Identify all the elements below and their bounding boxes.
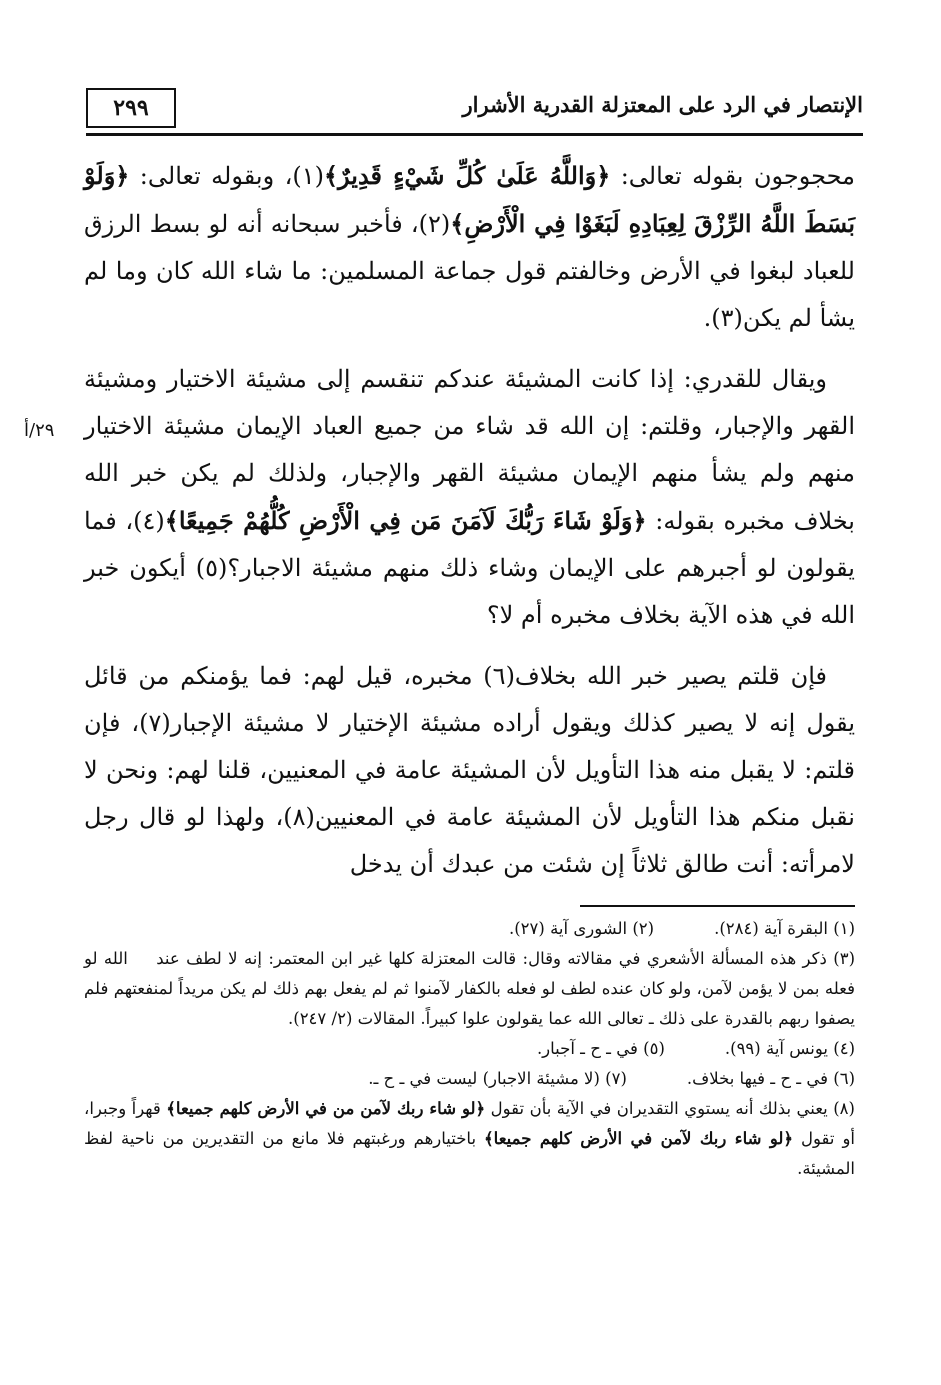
footnote-row <box>84 1064 855 1094</box>
footnote-2: (٢) الشورى آية (٢٧). <box>508 919 655 938</box>
paragraph-1 <box>84 152 855 342</box>
paragraph-3 <box>84 653 855 888</box>
footnote-8 <box>84 1094 855 1184</box>
text-run: (٤)، فما يقولون لو أجبرهم على الإيمان وشاء ذلك منهم مشيئة الاجبار؟(٥) أيكون خبر الله في هذه الآية بخلاف مخبره أم لا؟ <box>84 507 855 629</box>
footnote-1: (١) البقرة آية (٢٨٤). <box>714 919 855 938</box>
footnote-3 <box>84 944 855 1034</box>
quran-verse: ﴿لو شاء ربك لآمن من في الأرض كلهم جميعا﴾ <box>166 1099 486 1118</box>
paragraph-2 <box>84 356 855 639</box>
text-run: (٨) يعني بذلك أنه يستوي التقديران في الآية بأن تقول <box>485 1099 855 1118</box>
footnote-7: (٧) (لا مشيئة الاجبار) ليست في ـ ح ـ. <box>368 1069 627 1088</box>
running-title: الإنتصار في الرد على المعتزلة القدرية الأشرار <box>462 92 863 117</box>
text-run: باختيارهم ورغبتهم فلا مانع من التقديرين من ناحية لفظ المشيئة. <box>84 1129 855 1178</box>
text-run: ويقال للقدري: إذا كانت المشيئة عندكم تنقسم إلى مشيئة الاختيار ومشيئة القهر والإجبار، وقلتم: إن الله قد شاء من جميع العباد الإيمان مشيئة الاختيار منهم ولم يشأ منهم الإيمان مشيئة القهر والإجبار، ولذلك لم يكن خبر الله بخلاف مخبره بقوله: <box>84 365 855 535</box>
text-run: محجوجون بقوله تعالى: <box>610 162 855 190</box>
page-number-box <box>86 88 176 128</box>
footnote-row <box>84 1034 855 1064</box>
text-run: فإن قلتم يصير خبر الله بخلاف(٦) مخبره، قيل لهم: فما يؤمنكم من قائل يقول إنه لا يصير كذلك ويقول أراده مشيئة الإختيار لا مشيئة الإجبار(٧)، فإن قلتم: لا يقبل منه هذا التأويل لأن المشيئة عامة في المعنيين، قلنا لهم: ونحن لا نقبل منكم هذا التأويل لأن المشيئة عامة في المعنيين(٨)، ولهذا لو قال رجل لامرأته: أنت طالق ثلاثاً إن شئت من عبدك أن يدخل <box>84 662 855 878</box>
quran-verse: ﴿وَلَوْ بَسَطَ اللَّهُ الرِّزْقَ لِعِبَادِهِ لَبَغَوْا فِي الْأَرْضِ﴾ <box>84 161 856 238</box>
text-run: قهراً وجبرا، أو تقول <box>84 1099 855 1148</box>
footnote-3-cont: الله لو فعله بمن لا يؤمن لآمن، ولو كان عنده لطف لو فعله بالكفار لآمنوا ثم لم يفعل بهم ذلك لم يكن مريداً لمنفعتهم فلم يصفوا ربهم بالقدرة على ذلك ـ تعالى الله عما يقولون علوا كبيراً. المقالات (٢/ ٢٤٧). <box>84 949 855 1028</box>
quran-verse: ﴿وَاللَّهُ عَلَىٰ كُلِّ شَيْءٍ قَدِيرٌ﴾ <box>323 161 611 190</box>
footnote-4: (٤) يونس آية (٩٩). <box>724 1039 855 1058</box>
page-number: ٢٩٩ <box>113 95 149 121</box>
footnote-6: (٦) في ـ ح ـ فيها بخلاف. <box>686 1069 855 1088</box>
footnote-row <box>84 914 855 944</box>
quran-verse: ﴿وَلَوْ شَاءَ رَبُّكَ لَآمَنَ مَن فِي الْأَرْضِ كُلُّهُمْ جَمِيعًا﴾ <box>164 506 647 535</box>
footnotes <box>84 914 855 1184</box>
margin-folio-note: ٢٩/أ <box>24 420 55 441</box>
footnote-3-line: (٣) ذكر هذه المسألة الأشعري في مقالاته وقال: قالت المعتزلة كلها غير ابن المعتمر: إنه لا لطف عند <box>156 949 856 968</box>
footnote-divider <box>580 905 855 907</box>
main-text <box>84 152 855 902</box>
quran-verse: ﴿لو شاء ربك لآمن في الأرض كلهم جميعا﴾ <box>484 1129 794 1148</box>
page-header <box>86 88 863 136</box>
text-run: (١)، وبقوله تعالى: <box>129 162 324 190</box>
text-run: (٢)، فأخبر سبحانه أنه لو بسط الرزق للعباد لبغوا في الأرض وخالفتم قول جماعة المسلمين: ما شاء الله كان وما لم يشأ لم يكن(٣). <box>84 210 855 332</box>
footnote-5: (٥) في ـ ح ـ آجبار. <box>536 1039 665 1058</box>
